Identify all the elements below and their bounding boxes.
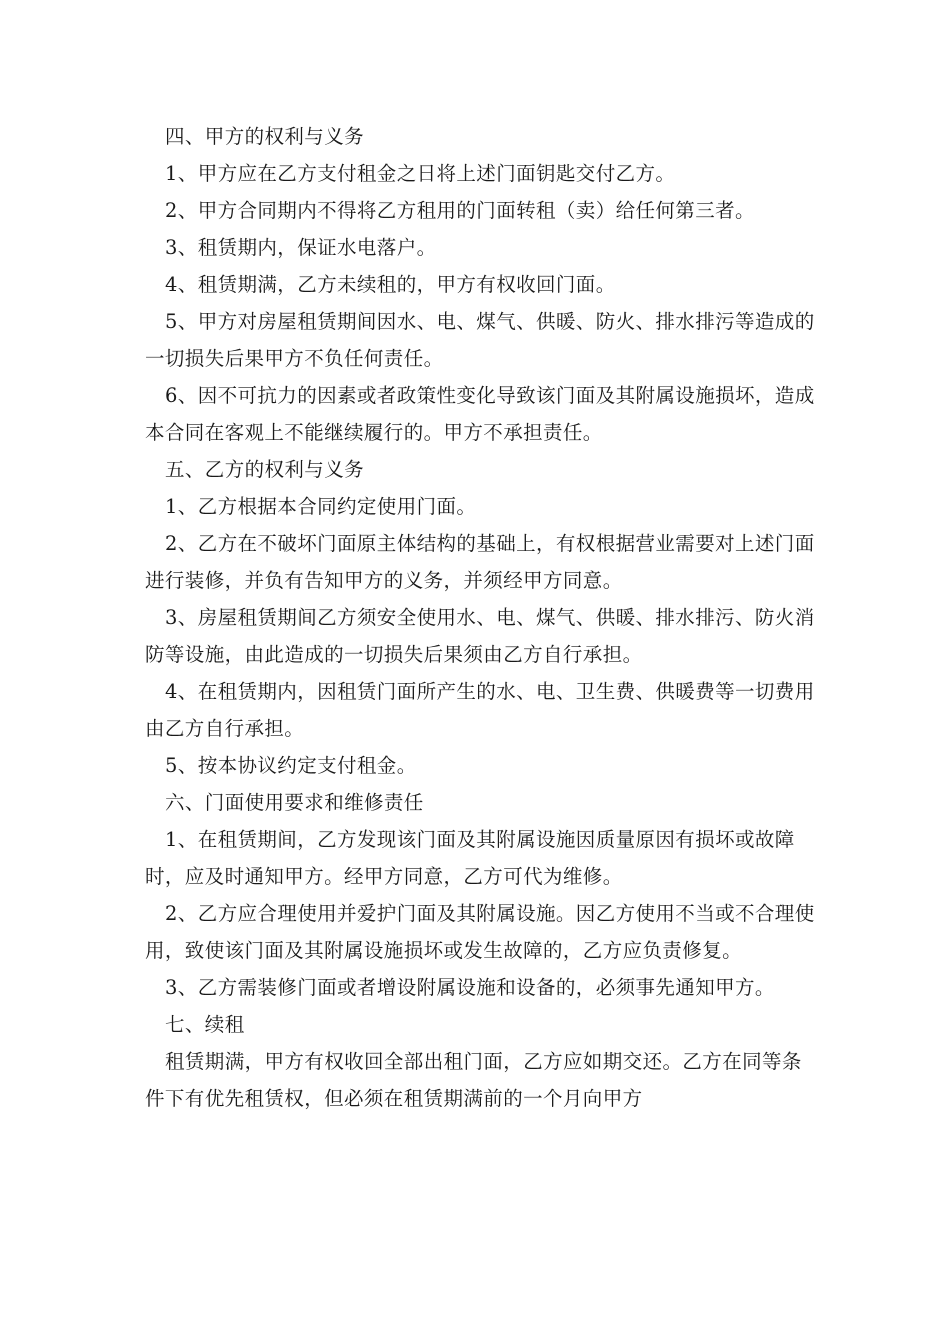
section-heading-6: 六、门面使用要求和维修责任: [165, 791, 424, 814]
clause-5-1: 1、乙方根据本合同约定使用门面。: [165, 495, 477, 518]
clause-4-5: 5、甲方对房屋租赁期间因水、电、煤气、供暖、防火、排水排污等造成的一切损失后果甲方不负任何责任。: [145, 310, 815, 370]
clause-4-6: 6、因不可抗力的因素或者政策性变化导致该门面及其附属设施损坏，造成本合同在客观上不能继续履行的。甲方不承担责任。: [145, 384, 815, 444]
clause-4-3: 3、租赁期内，保证水电落户。: [165, 236, 437, 259]
clause-6-1: 1、在租赁期间，乙方发现该门面及其附属设施因质量原因有损坏或故障时，应及时通知甲方。经甲方同意，乙方可代为维修。: [145, 828, 795, 888]
section-heading-5: 五、乙方的权利与义务: [165, 458, 365, 481]
clause-6-3: 3、乙方需装修门面或者增设附属设施和设备的，必须事先通知甲方。: [165, 976, 775, 999]
clause-5-4: 4、在租赁期内，因租赁门面所产生的水、电、卫生费、供暖费等一切费用由乙方自行承担。: [145, 680, 815, 740]
clause-7-body: 租赁期满，甲方有权收回全部出租门面，乙方应如期交还。乙方在同等条件下有优先租赁权，但必须在租赁期满前的一个月向甲方: [145, 1050, 802, 1110]
clause-5-2: 2、乙方在不破坏门面原主体结构的基础上，有权根据营业需要对上述门面进行装修，并负有告知甲方的义务，并须经甲方同意。: [145, 532, 815, 592]
section-heading-4: 四、甲方的权利与义务: [165, 125, 365, 148]
clause-5-3: 3、房屋租赁期间乙方须安全使用水、电、煤气、供暖、排水排污、防火消防等设施，由此造成的一切损失后果须由乙方自行承担。: [145, 606, 815, 666]
clause-4-2: 2、甲方合同期内不得将乙方租用的门面转租（卖）给任何第三者。: [165, 199, 755, 222]
clause-5-5: 5、按本协议约定支付租金。: [165, 754, 417, 777]
section-heading-7: 七、续租: [165, 1013, 245, 1036]
clause-6-2: 2、乙方应合理使用并爱护门面及其附属设施。因乙方使用不当或不合理使用，致使该门面及其附属设施损坏或发生故障的，乙方应负责修复。: [145, 902, 815, 962]
clause-4-1: 1、甲方应在乙方支付租金之日将上述门面钥匙交付乙方。: [165, 162, 676, 185]
document-body: [145, 118, 820, 1117]
clause-4-4: 4、租赁期满，乙方未续租的，甲方有权收回门面。: [165, 273, 616, 296]
